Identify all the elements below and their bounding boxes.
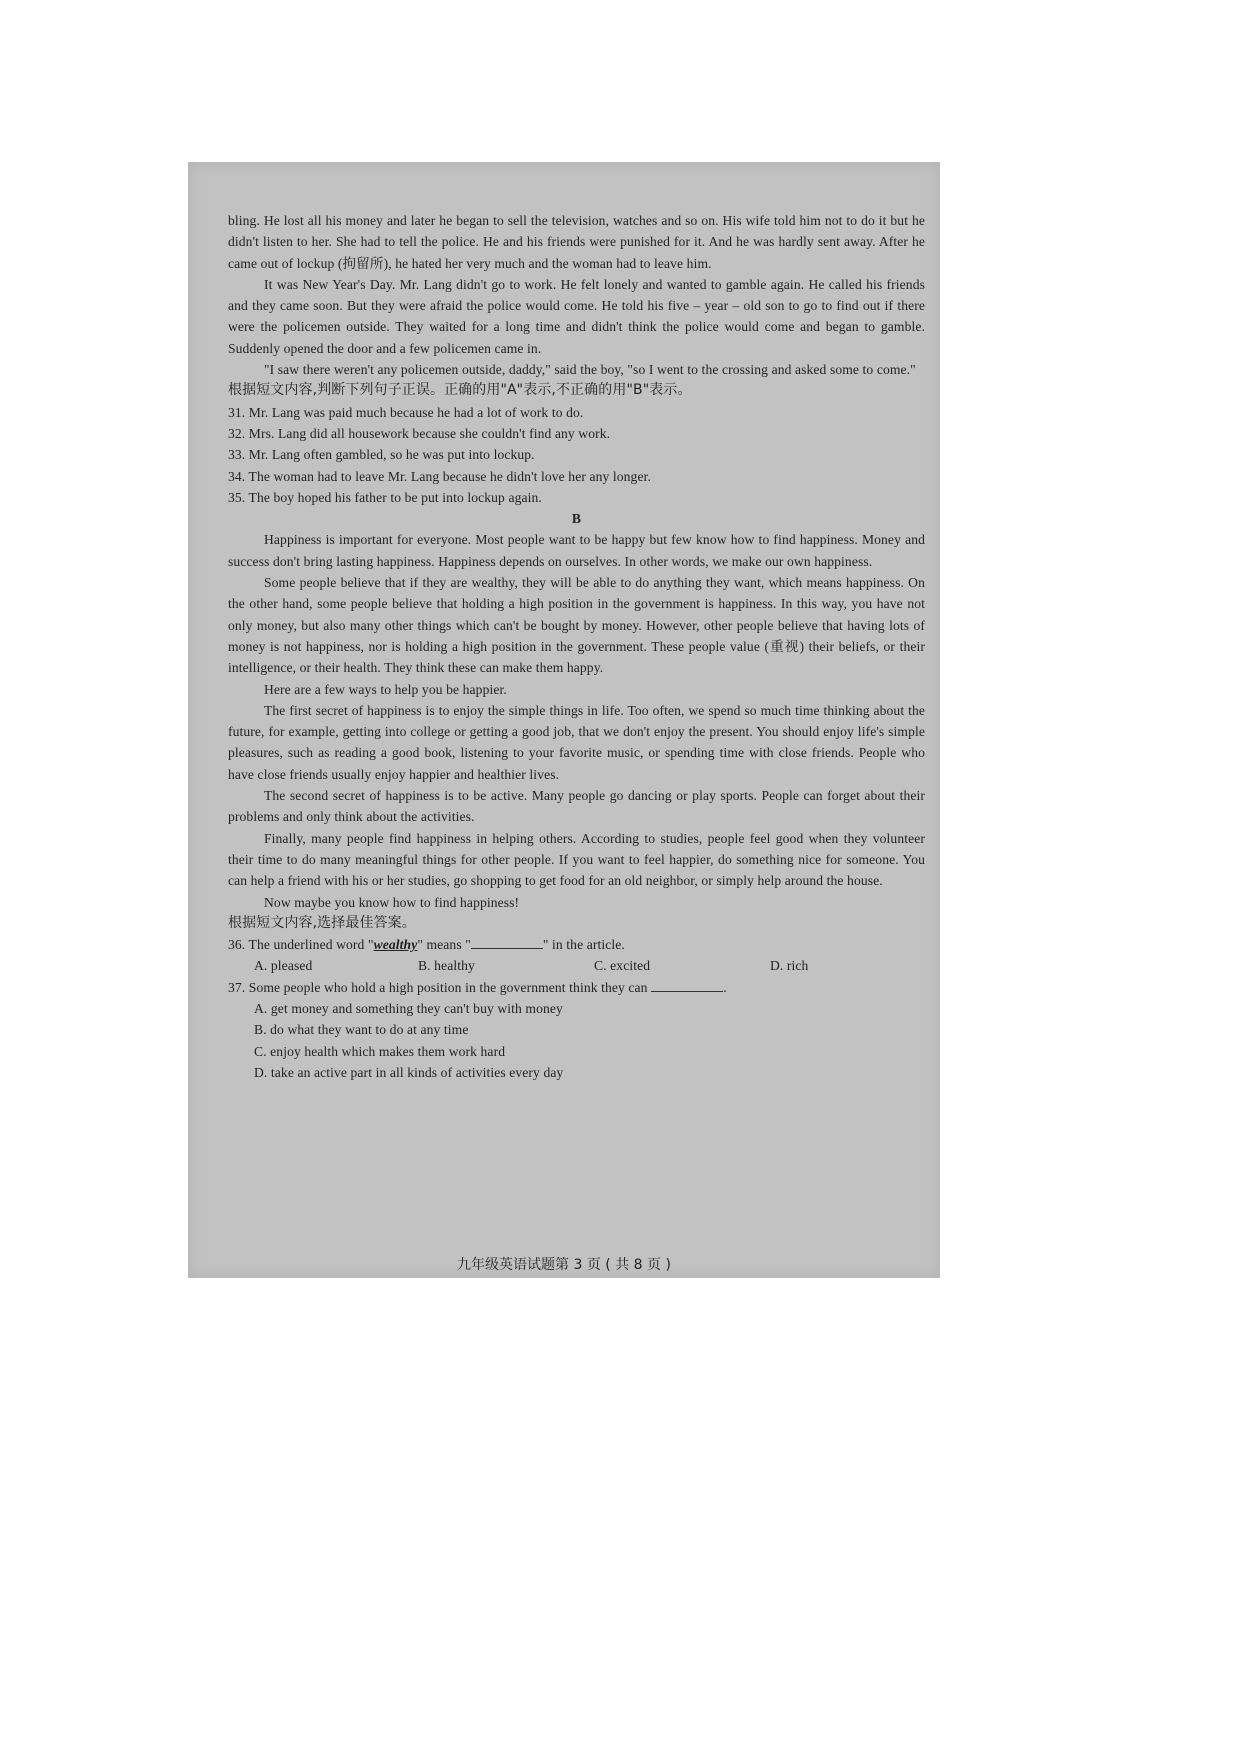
answer-blank <box>651 979 723 992</box>
page-footer: 九年级英语试题第 3 页 ( 共 8 页 ) <box>457 1257 671 1273</box>
question-35: 35. The boy hoped his father to be put into lockup again. <box>228 489 542 505</box>
answer-blank <box>471 936 543 949</box>
passage-b-paragraph: Here are a few ways to help you be happier. <box>264 681 507 697</box>
multiple-choice-instruction: 根据短文内容,选择最佳答案。 <box>228 914 416 931</box>
true-false-instruction: 根据短文内容,判断下列句子正误。正确的用"A"表示,不正确的用"B"表示。 <box>228 382 692 399</box>
passage-b-paragraph: Happiness is important for everyone. Most people want to be happy but few know how to find happiness. Money and success don't bring lasting happiness. Happiness depends on ourselves. In other words, we make our own happiness. <box>228 532 925 569</box>
option-c: C. enjoy health which makes them work hard <box>254 1043 506 1059</box>
passage-b-paragraph: The second secret of happiness is to be active. Many people go dancing or play sports. People can forget about their problems and only think about the activities. <box>228 788 925 825</box>
question-32: 32. Mrs. Lang did all housework because she couldn't find any work. <box>228 425 611 441</box>
exam-content <box>228 210 925 1083</box>
option-a: A. pleased <box>254 958 313 974</box>
question-36-options <box>228 955 925 976</box>
option-b: B. healthy <box>418 958 475 974</box>
section-heading-b: B <box>571 511 582 527</box>
passage-a-paragraph: It was New Year's Day. Mr. Lang didn't go to work. He felt lonely and wanted to gamble again. He called his friends and they came soon. But they were afraid the police would come. He told his five – year – old son to go to find out if there were the policemen outside. They waited for a long time and didn't think the police would come and began to gamble. Suddenly opened the door and a few policemen came in. <box>228 276 925 356</box>
question-36-prefix: 36. The underlined word " <box>228 937 374 953</box>
question-36 <box>228 934 925 955</box>
underlined-word: wealthy <box>373 937 418 953</box>
passage-b-paragraph: Some people believe that if they are wealthy, they will be able to do anything they want, which means happiness. On the other hand, some people believe that holding a high position in the government is happiness. In this way, you have not only money, but also many other things which can't be bought by money. However, other people believe that having lots of money is not happiness, nor is holding a high position in the government. These people value (重视) their beliefs, or their intelligence, or their health. They think these can make them happy. <box>228 575 925 676</box>
passage-a-paragraph: bling. He lost all his money and later he began to sell the television, watches and so on. His wife told him not to do it but he didn't listen to her. She had to tell the police. He and his friends were punished for it. And he was hardly sent away. After he came out of lockup (拘留所), he hated her very much and the woman had to leave him. <box>228 213 925 271</box>
option-c: C. excited <box>594 958 651 974</box>
option-d: D. rich <box>770 958 809 974</box>
passage-a-paragraph: "I saw there weren't any policemen outside, daddy," said the boy, "so I went to the crossing and asked some to come." <box>264 362 916 378</box>
question-37 <box>228 977 925 998</box>
option-b: B. do what they want to do at any time <box>254 1022 469 1038</box>
question-33: 33. Mr. Lang often gambled, so he was put into lockup. <box>228 447 535 463</box>
option-a: A. get money and something they can't buy with money <box>254 1000 563 1016</box>
question-37-suffix: . <box>723 979 727 995</box>
passage-b-paragraph: Finally, many people find happiness in helping others. According to studies, people feel good when they volunteer their time to do many meaningful things for other people. If you want to feel happier, do something nice for someone. You can help a friend with his or her studies, go shopping to get food for an old neighbor, or simply help around the house. <box>228 830 925 889</box>
scanned-page <box>188 162 940 1278</box>
question-34: 34. The woman had to leave Mr. Lang because he didn't love her any longer. <box>228 468 651 484</box>
passage-b-paragraph: The first secret of happiness is to enjoy the simple things in life. Too often, we spend so much time thinking about the future, for example, getting into college or getting a good job, that we don't enjoy the present. You should enjoy life's simple pleasures, such as reading a good book, listening to your favorite music, or spending time with close friends. People who have close friends usually enjoy happier and healthier lives. <box>228 702 925 782</box>
passage-b-paragraph: Now maybe you know how to find happiness! <box>264 894 520 910</box>
question-31: 31. Mr. Lang was paid much because he had a lot of work to do. <box>228 404 584 420</box>
question-36-middle: " means " <box>417 937 471 953</box>
question-37-prefix: 37. Some people who hold a high position in the government think they can <box>228 979 648 995</box>
option-d: D. take an active part in all kinds of activities every day <box>254 1064 564 1080</box>
question-36-suffix: " in the article. <box>542 937 625 953</box>
